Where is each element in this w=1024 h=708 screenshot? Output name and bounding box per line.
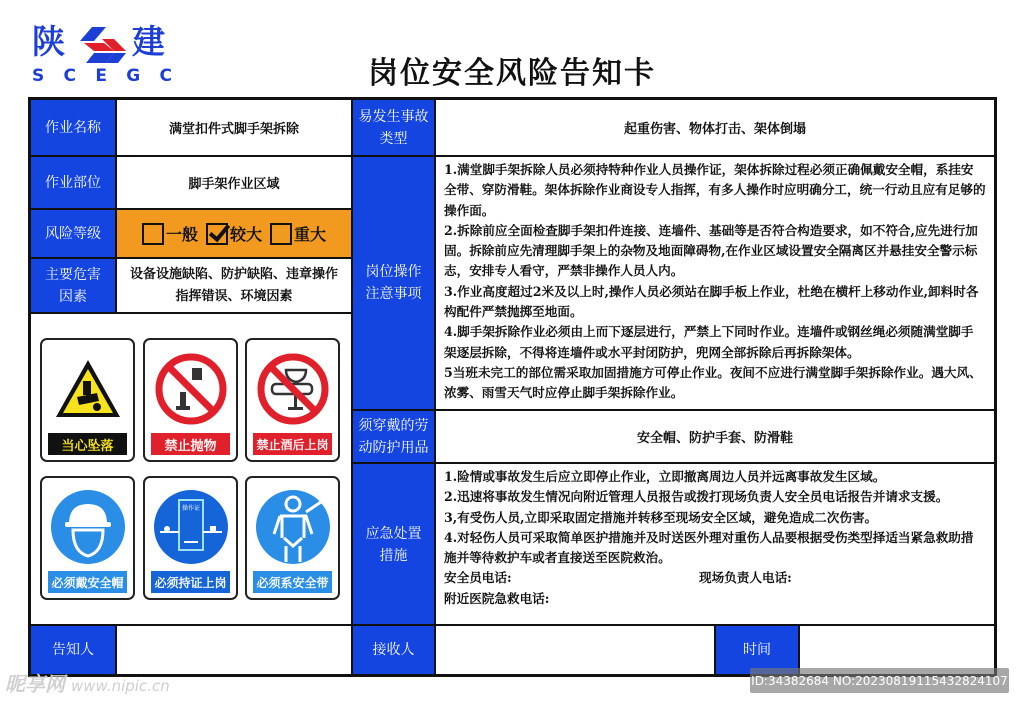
svg-text:操作证: 操作证 (181, 505, 200, 512)
site-watermark (5, 668, 170, 697)
hospital-phone-label: 附近医院急救电话: (444, 590, 550, 606)
logo-letter: C (63, 66, 77, 86)
ppe-label (351, 409, 434, 462)
risk-notice-card (28, 97, 997, 677)
precautions-label (351, 155, 434, 409)
logo-char-right: 建 (132, 22, 165, 61)
sign-must-wear-harness (245, 476, 340, 600)
precaution-item: 1.满堂脚手架拆除人员必须持特种作业人员操作证，架体拆除过程必须正确佩戴安全帽，系挂安全带、穿防滑鞋。架体拆除作业商设专人指挥，有多人操作时应明确分工，统一行动且应有足够的操作面。 (444, 162, 986, 218)
label-line: 须穿戴的劳 (358, 417, 429, 434)
precaution-item: 5当班未完工的部位需采取加固措施方可停止作业。夜间不应进行满堂脚手架拆除作业。遇大风、浓雾、雨雪天气时应停止脚手架拆除作业。 (444, 364, 982, 401)
precaution-item: 3.作业高度超过2米及以上时,操作人员必须站在脚手板上作业，杜绝在横杆上移动作业,卸料时各构配件严禁抛掷至地面。 (444, 283, 979, 320)
watermark-site: 昵享网 (5, 672, 65, 696)
time-label: 时间 (714, 624, 798, 674)
logo-letter: G (126, 66, 141, 86)
emergency-label (351, 462, 434, 626)
notifier-field[interactable] (115, 624, 351, 674)
job-location-value: 脚手架作业区域 (115, 155, 351, 208)
time-field[interactable] (798, 624, 994, 674)
helmet-icon (49, 488, 127, 566)
label-line: 动防护用品 (358, 439, 429, 456)
value-line: 指挥错误、环境因素 (175, 288, 293, 304)
risk-option-severe[interactable] (270, 222, 326, 245)
receiver-field[interactable] (434, 624, 714, 674)
sign-caption: 禁止抛物 (151, 433, 230, 455)
no-drinking-icon (256, 352, 330, 426)
safety-signs-panel (31, 312, 351, 614)
receiver-label: 接收人 (351, 624, 434, 674)
safety-officer-phone-label: 安全员电话: (444, 570, 512, 586)
emergency-content (434, 462, 994, 626)
risk-option-label: 一般 (165, 225, 198, 244)
label-line: 易发生事故 (358, 108, 429, 125)
notifier-label: 告知人 (31, 624, 115, 674)
precaution-item: 4.脚手架拆除作业必须由上而下逐层进行，严禁上下同时作业。连墙件或钢丝绳必须随满堂脚手架逐层拆除，不得将连墙件或水平封闭防护，兜网全部拆除后再拆除架体。 (444, 324, 974, 360)
job-name-value: 满堂扣件式脚手架拆除 (115, 100, 351, 155)
job-location-label: 作业部位 (31, 155, 115, 208)
image-id-badge: ID:34382684 NO:20230819115432824107 (750, 668, 1009, 693)
safety-harness-icon (254, 488, 332, 566)
label-line: 岗位操作 (365, 264, 422, 280)
checkbox-general[interactable] (142, 223, 164, 245)
accident-type-value: 起重伤害、物体打击、架体倒塌 (434, 100, 994, 155)
logo-letter: S (32, 66, 45, 86)
logo-char-left: 陕 (32, 22, 65, 61)
sign-no-drinking (245, 338, 340, 462)
falling-person-icon (53, 357, 123, 421)
ppe-value: 安全帽、防护手套、防滑鞋 (434, 409, 994, 462)
risk-level-label: 风险等级 (31, 208, 115, 257)
checkbox-major-checked[interactable] (206, 223, 228, 245)
sign-must-wear-helmet (40, 476, 135, 600)
sign-no-throwing (143, 338, 238, 462)
label-line: 主要危害 (45, 266, 101, 283)
label-line: 类型 (379, 130, 408, 147)
emergency-item: 4.对轻伤人员可采取简单医护措施并及时送医外理对重伤人品要根据受伤类型择适当紧急救助措施并等待救护车或者直接送至医院救治。 (444, 529, 974, 566)
sign-caption: 必须戴安全帽 (48, 571, 127, 593)
sign-caption: 必须持证上岗 (151, 571, 230, 593)
emergency-item: 2.迅速将事故发生情况向附近管理人员报告或拨打现场负责人安全员电话报告并请求支援。 (444, 489, 949, 505)
risk-option-general[interactable] (142, 222, 198, 245)
main-hazards-value (115, 257, 351, 312)
emergency-item: 3,有受伤人员,立即采取固定措施并转移至现场安全区域，避免造成二次伤害。 (444, 509, 878, 525)
risk-option-major[interactable] (206, 222, 262, 245)
label-line: 应急处置 (365, 526, 422, 542)
watermark-url: www.nipic.cn (71, 677, 170, 695)
risk-level-options (115, 208, 351, 257)
label-line: 注意事项 (365, 286, 422, 302)
sign-must-hold-certificate (143, 476, 238, 600)
job-name-label: 作业名称 (31, 100, 115, 155)
precautions-content (434, 155, 994, 409)
certificate-icon (152, 488, 230, 566)
main-hazards-label (31, 257, 115, 312)
accident-type-label (351, 100, 434, 155)
sign-caption: 必须系安全带 (253, 571, 332, 593)
risk-option-label: 重大 (294, 225, 327, 244)
sign-caption: 禁止酒后上岗 (253, 433, 332, 455)
precaution-item: 2.拆除前应全面检查脚手架扣件连接、连墙件、基础等是否符合构造要求，如不符合,应先进行加固。拆除前应先清理脚手架上的杂物及地面障碍物,在作业区域设置安全隔离区并悬挂安全警示标志，安排专人看守，严禁非操作人员人内。 (444, 222, 978, 279)
value-line: 设备设施缺陷、防护缺陷、违章操作 (129, 266, 338, 282)
emergency-item: 1.险情或事故发生后应立即停止作业，立即撤离周边人员并远离事故发生区域。 (444, 469, 886, 484)
label-line: 因素 (59, 288, 87, 305)
risk-option-label: 较大 (229, 225, 262, 244)
page-title: 岗位安全风险告知卡 (368, 56, 656, 91)
logo-letter: E (95, 66, 107, 86)
checkbox-severe[interactable] (270, 223, 292, 245)
no-throwing-icon (154, 352, 228, 426)
logo-letter: C (159, 66, 172, 86)
sign-caption: 当心坠落 (48, 433, 127, 455)
sign-caution-falling (40, 338, 135, 462)
site-manager-phone-label: 现场负责人电话: (699, 570, 792, 586)
label-line: 措施 (379, 548, 408, 564)
